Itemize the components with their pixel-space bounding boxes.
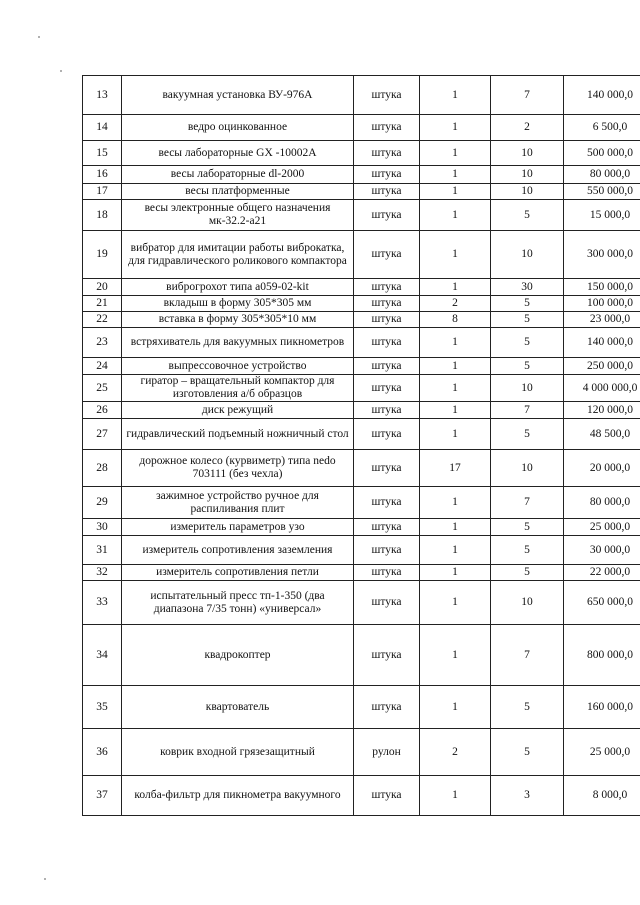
price: 550 000,0	[564, 184, 640, 200]
unit-of-measure: штука	[354, 200, 420, 231]
unit-of-measure: штука	[354, 115, 420, 141]
table-row	[83, 76, 640, 115]
price: 48 500,0	[564, 419, 640, 450]
price: 8 000,0	[564, 776, 640, 816]
table-row	[83, 729, 640, 776]
price: 500 000,0	[564, 141, 640, 166]
item-name: коврик входной грязезащитный	[122, 729, 354, 776]
quantity: 8	[420, 312, 491, 328]
unit-of-measure: штука	[354, 565, 420, 581]
row-number: 20	[83, 279, 122, 296]
row-number: 31	[83, 536, 122, 565]
quantity: 1	[420, 166, 491, 184]
unit-of-measure: штука	[354, 625, 420, 686]
price: 800 000,0	[564, 625, 640, 686]
service-life: 30	[491, 279, 564, 296]
row-number: 34	[83, 625, 122, 686]
quantity: 2	[420, 729, 491, 776]
row-number: 37	[83, 776, 122, 816]
service-life: 5	[491, 358, 564, 375]
price: 300 000,0	[564, 231, 640, 279]
quantity: 1	[420, 375, 491, 402]
service-life: 3	[491, 776, 564, 816]
service-life: 10	[491, 450, 564, 487]
price: 30 000,0	[564, 536, 640, 565]
unit-of-measure: штука	[354, 358, 420, 375]
unit-of-measure: штука	[354, 279, 420, 296]
quantity: 1	[420, 184, 491, 200]
quantity: 1	[420, 419, 491, 450]
service-life: 2	[491, 115, 564, 141]
row-number: 29	[83, 487, 122, 519]
service-life: 5	[491, 686, 564, 729]
table-row	[83, 375, 640, 402]
table-row	[83, 115, 640, 141]
service-life: 10	[491, 231, 564, 279]
service-life: 5	[491, 200, 564, 231]
price: 80 000,0	[564, 487, 640, 519]
scan-speck	[60, 70, 62, 72]
quantity: 1	[420, 141, 491, 166]
service-life: 5	[491, 519, 564, 536]
table-row	[83, 141, 640, 166]
price: 140 000,0	[564, 76, 640, 115]
price: 80 000,0	[564, 166, 640, 184]
row-number: 36	[83, 729, 122, 776]
row-number: 28	[83, 450, 122, 487]
unit-of-measure: штука	[354, 686, 420, 729]
quantity: 1	[420, 200, 491, 231]
table-body	[83, 76, 640, 816]
table-row	[83, 625, 640, 686]
item-name: вакуумная установка ВУ-976А	[122, 76, 354, 115]
item-name: весы лабораторные dl-2000	[122, 166, 354, 184]
service-life: 10	[491, 375, 564, 402]
item-name: весы лабораторные GX -10002A	[122, 141, 354, 166]
unit-of-measure: штука	[354, 776, 420, 816]
quantity: 1	[420, 581, 491, 625]
quantity: 1	[420, 279, 491, 296]
table-row	[83, 686, 640, 729]
table-row	[83, 450, 640, 487]
price: 6 500,0	[564, 115, 640, 141]
service-life: 7	[491, 487, 564, 519]
item-name: измеритель сопротивления петли	[122, 565, 354, 581]
price: 22 000,0	[564, 565, 640, 581]
row-number: 19	[83, 231, 122, 279]
price: 4 000 000,0	[564, 375, 640, 402]
price: 160 000,0	[564, 686, 640, 729]
row-number: 30	[83, 519, 122, 536]
unit-of-measure: штука	[354, 231, 420, 279]
item-name: квартователь	[122, 686, 354, 729]
row-number: 32	[83, 565, 122, 581]
quantity: 1	[420, 358, 491, 375]
item-name: измеритель параметров узо	[122, 519, 354, 536]
table-row	[83, 166, 640, 184]
price: 23 000,0	[564, 312, 640, 328]
quantity: 1	[420, 625, 491, 686]
quantity: 1	[420, 402, 491, 419]
unit-of-measure: штука	[354, 419, 420, 450]
item-name: колба-фильтр для пикнометра вакуумного	[122, 776, 354, 816]
unit-of-measure: штука	[354, 450, 420, 487]
quantity: 1	[420, 76, 491, 115]
unit-of-measure: штука	[354, 487, 420, 519]
row-number: 35	[83, 686, 122, 729]
table-row	[83, 419, 640, 450]
quantity: 1	[420, 776, 491, 816]
item-name: квадрокоптер	[122, 625, 354, 686]
scan-speck	[44, 878, 46, 880]
price: 120 000,0	[564, 402, 640, 419]
table-row	[83, 402, 640, 419]
table-row	[83, 296, 640, 312]
row-number: 25	[83, 375, 122, 402]
unit-of-measure: штука	[354, 141, 420, 166]
table-row	[83, 279, 640, 296]
service-life: 5	[491, 312, 564, 328]
item-name: вставка в форму 305*305*10 мм	[122, 312, 354, 328]
item-name: весы платформенные	[122, 184, 354, 200]
unit-of-measure: штука	[354, 581, 420, 625]
service-life: 5	[491, 419, 564, 450]
service-life: 10	[491, 166, 564, 184]
row-number: 13	[83, 76, 122, 115]
item-name: вибратор для имитации работы виброкатка, для гидравлического роликового компактора	[122, 231, 354, 279]
unit-of-measure: штука	[354, 328, 420, 358]
quantity: 1	[420, 686, 491, 729]
price: 100 000,0	[564, 296, 640, 312]
item-name: ведро оцинкованное	[122, 115, 354, 141]
row-number: 23	[83, 328, 122, 358]
table-row	[83, 536, 640, 565]
row-number: 15	[83, 141, 122, 166]
item-name: диск режущий	[122, 402, 354, 419]
service-life: 5	[491, 536, 564, 565]
row-number: 26	[83, 402, 122, 419]
row-number: 18	[83, 200, 122, 231]
price: 650 000,0	[564, 581, 640, 625]
quantity: 1	[420, 536, 491, 565]
service-life: 7	[491, 402, 564, 419]
service-life: 10	[491, 141, 564, 166]
table-row	[83, 184, 640, 200]
service-life: 5	[491, 328, 564, 358]
unit-of-measure: штука	[354, 519, 420, 536]
table-row	[83, 581, 640, 625]
quantity: 17	[420, 450, 491, 487]
item-name: выпрессовочное устройство	[122, 358, 354, 375]
quantity: 1	[420, 115, 491, 141]
unit-of-measure: штука	[354, 375, 420, 402]
item-name: гиратор – вращательный компактор для изготовления а/б образцов	[122, 375, 354, 402]
table-row	[83, 519, 640, 536]
item-name: зажимное устройство ручное для распиливания плит	[122, 487, 354, 519]
unit-of-measure: штука	[354, 166, 420, 184]
item-name: виброгрохот типа а059-02-kit	[122, 279, 354, 296]
table-row	[83, 200, 640, 231]
price: 250 000,0	[564, 358, 640, 375]
price: 150 000,0	[564, 279, 640, 296]
unit-of-measure: штука	[354, 296, 420, 312]
service-life: 5	[491, 729, 564, 776]
service-life: 10	[491, 581, 564, 625]
equipment-table	[82, 75, 640, 816]
quantity: 1	[420, 231, 491, 279]
row-number: 27	[83, 419, 122, 450]
price: 25 000,0	[564, 729, 640, 776]
row-number: 21	[83, 296, 122, 312]
item-name: весы электронные общего назначения мк-32.2-а21	[122, 200, 354, 231]
quantity: 1	[420, 328, 491, 358]
service-life: 5	[491, 565, 564, 581]
row-number: 24	[83, 358, 122, 375]
unit-of-measure: штука	[354, 536, 420, 565]
table-row	[83, 487, 640, 519]
row-number: 33	[83, 581, 122, 625]
unit-of-measure: штука	[354, 76, 420, 115]
item-name: вкладыш в форму 305*305 мм	[122, 296, 354, 312]
item-name: испытательный пресс тп-1-350 (два диапазона 7/35 тонн) «универсал»	[122, 581, 354, 625]
price: 25 000,0	[564, 519, 640, 536]
quantity: 2	[420, 296, 491, 312]
unit-of-measure: штука	[354, 402, 420, 419]
row-number: 16	[83, 166, 122, 184]
quantity: 1	[420, 565, 491, 581]
table-row	[83, 312, 640, 328]
service-life: 5	[491, 296, 564, 312]
price: 15 000,0	[564, 200, 640, 231]
service-life: 7	[491, 76, 564, 115]
price: 140 000,0	[564, 328, 640, 358]
service-life: 7	[491, 625, 564, 686]
service-life: 10	[491, 184, 564, 200]
row-number: 17	[83, 184, 122, 200]
table-row	[83, 358, 640, 375]
unit-of-measure: штука	[354, 312, 420, 328]
scan-speck	[38, 36, 40, 38]
unit-of-measure: штука	[354, 184, 420, 200]
table-row	[83, 565, 640, 581]
unit-of-measure: рулон	[354, 729, 420, 776]
row-number: 22	[83, 312, 122, 328]
quantity: 1	[420, 487, 491, 519]
table-row	[83, 231, 640, 279]
item-name: дорожное колесо (курвиметр) типа nedo 703111 (без чехла)	[122, 450, 354, 487]
item-name: встряхиватель для вакуумных пикнометров	[122, 328, 354, 358]
table-row	[83, 776, 640, 816]
item-name: гидравлический подъемный ножничный стол	[122, 419, 354, 450]
price: 20 000,0	[564, 450, 640, 487]
quantity: 1	[420, 519, 491, 536]
table-row	[83, 328, 640, 358]
row-number: 14	[83, 115, 122, 141]
item-name: измеритель сопротивления заземления	[122, 536, 354, 565]
